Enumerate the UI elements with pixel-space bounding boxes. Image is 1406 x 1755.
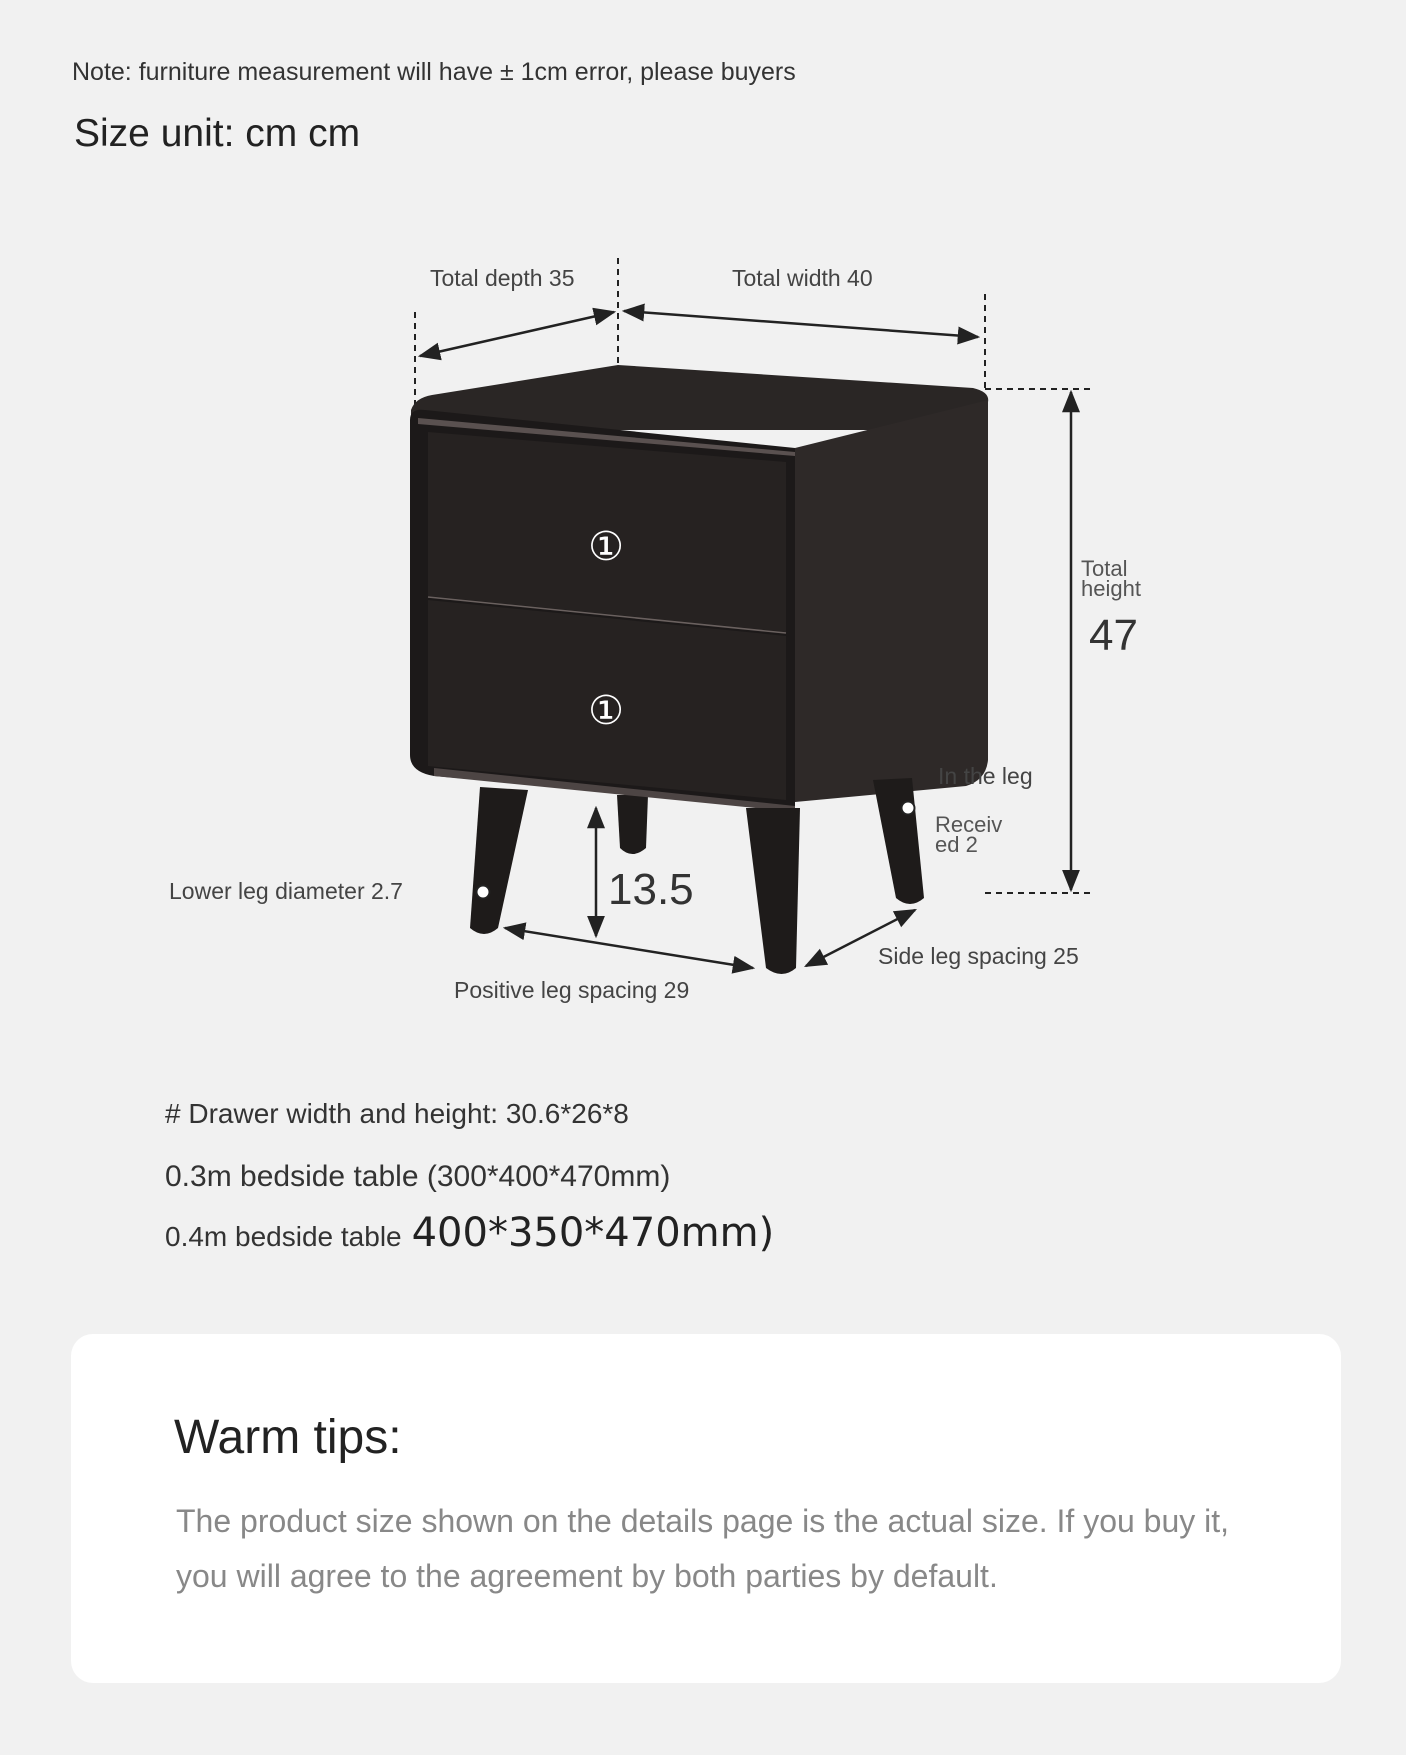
warm-tips-card bbox=[71, 1334, 1341, 1683]
received-label-1: Receiv bbox=[935, 812, 1003, 837]
front-leg-spacing-arrow bbox=[505, 928, 753, 968]
side-leg-spacing-label: Side leg spacing 25 bbox=[878, 943, 1079, 969]
in-the-leg-label: In the leg bbox=[938, 763, 1033, 789]
total-height-label-2: height bbox=[1081, 576, 1141, 601]
size-unit-title: Size unit: cm cm bbox=[74, 112, 361, 155]
warm-tips-title: Warm tips: bbox=[174, 1411, 402, 1464]
bedside-03-spec: 0.3m bedside table (300*400*470mm) bbox=[165, 1160, 671, 1193]
width-arrow bbox=[624, 311, 978, 337]
depth-arrow bbox=[420, 312, 614, 356]
bedside-04-size: 400*350*470mm) bbox=[411, 1210, 775, 1256]
lower-leg-marker bbox=[477, 886, 490, 899]
total-height-value: 47 bbox=[1089, 611, 1138, 660]
total-height-label-1: Total bbox=[1081, 556, 1128, 581]
measurement-note: Note: furniture measurement will have ± 1cm error, please buyers bbox=[72, 58, 796, 86]
received-label-2: ed 2 bbox=[935, 832, 978, 857]
lower-leg-diameter-label: Lower leg diameter 2.7 bbox=[169, 878, 403, 904]
in-leg-marker bbox=[902, 802, 915, 815]
drawer-marker-bottom: ① bbox=[588, 689, 624, 733]
drawer-marker-top: ① bbox=[588, 525, 624, 569]
warm-tips-body: The product size shown on the details page is the actual size. If you buy it, you will agree to the agreement by both parties by default. bbox=[176, 1503, 1230, 1594]
bedside-04-label: 0.4m bedside table bbox=[165, 1221, 402, 1252]
drawer-size-spec: # Drawer width and height: 30.6*26*8 bbox=[165, 1098, 629, 1129]
bedside-04-spec bbox=[165, 1210, 774, 1256]
total-width-label: Total width 40 bbox=[732, 265, 873, 291]
leg-height-value: 13.5 bbox=[608, 865, 694, 914]
positive-leg-spacing-label: Positive leg spacing 29 bbox=[454, 977, 690, 1003]
nightstand-illustration bbox=[410, 365, 988, 974]
total-depth-label: Total depth 35 bbox=[430, 265, 575, 291]
